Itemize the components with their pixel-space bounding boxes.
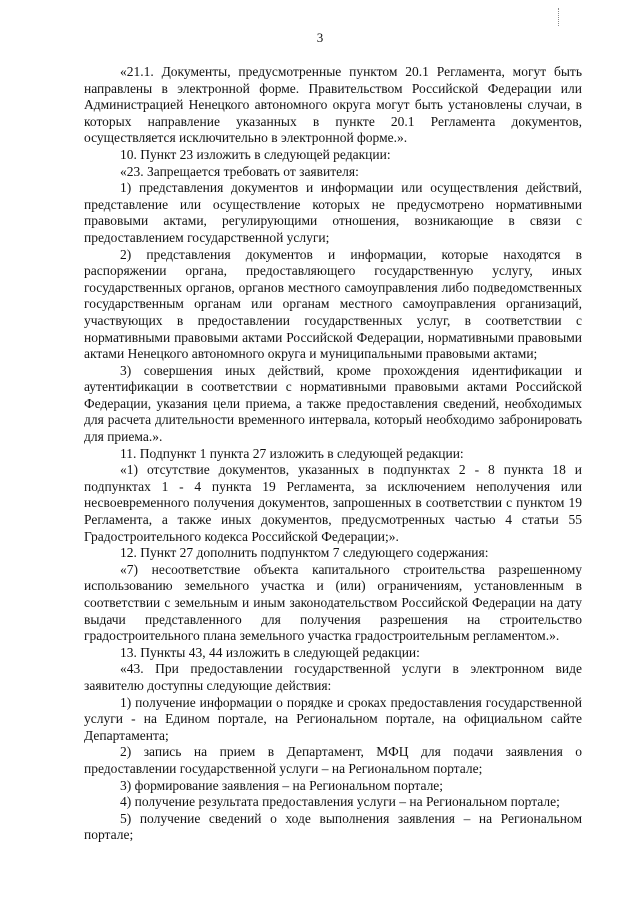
corner-mark bbox=[558, 8, 563, 26]
paragraph-item-13: 13. Пункты 43, 44 изложить в следующей редакции: bbox=[120, 644, 420, 660]
paragraph-21-1: «21.1. Документы, предусмотренные пунктом 20.1 Регламента, могут быть направлены в электронной форме. Правительством Российской Федерации или Администрацией Ненецкого автономного округа могут быть установлены случаи, в которых направление указанных в пункте 20.1 Регламента документов, осуществляется исключительно в электронной форме.». bbox=[84, 64, 582, 146]
paragraph-43: «43. При предоставлении государственной услуги в электронном виде заявителю доступны следующие действия: bbox=[84, 661, 582, 693]
paragraph-43-3: 3) формирование заявления – на Региональном портале; bbox=[120, 777, 444, 793]
paragraph-item-10: 10. Пункт 23 изложить в следующей редакции: bbox=[120, 146, 391, 162]
paragraph-23: «23. Запрещается требовать от заявителя: bbox=[120, 163, 359, 179]
paragraph-43-5: 5) получение сведений о ходе выполнения заявления – на Региональном портале; bbox=[84, 810, 582, 843]
paragraph-43-2: 2) запись на прием в Департамент, МФЦ для подачи заявления о предоставлении государственной услуги – на Региональном портале; bbox=[84, 744, 582, 776]
paragraph-27-1: «1) отсутствие документов, указанных в подпунктах 2 - 8 пункта 18 и подпунктах 1 - 4 пункта 19 Регламента, за исключением неполучения или несвоевременного получения документов, запрошенных в соответствии с пунктом 19 Регламента, а также иных документов, предусмотренных частью 4 статьи 55 Градостроительного кодекса Российской Федерации;». bbox=[84, 462, 582, 544]
paragraph-item-11: 11. Подпункт 1 пункта 27 изложить в следующей редакции: bbox=[120, 445, 464, 461]
paragraph-23-3: 3) совершения иных действий, кроме прохождения идентификации и аутентификации в соответствии с нормативными правовыми актами Российской Федерации, указания цели приема, а также предоставления сведений, необходимых для расчета длительности временного интервала, который необходимо забронировать для приема.». bbox=[84, 362, 582, 445]
document-body bbox=[84, 64, 582, 844]
paragraph-43-1: 1) получение информации о порядке и сроках предоставления государственной услуги - на Едином портале, на Региональном портале, на официальном сайте Департамента; bbox=[84, 694, 582, 743]
paragraph-23-2: 2) представления документов и информации, которые находятся в распоряжении органа, предоставляющего государственную услугу, иных государственных органов, органов местного самоуправления либо подведомственных государственным органам или органам местного самоуправления организаций, участвующих в предоставлении государственных услуг, в соответствии с нормативными правовыми актами Российской Федерации, нормативными правовыми актами Ненецкого автономного округа и муниципальными правовыми актами; bbox=[84, 246, 582, 362]
paragraph-27-7: «7) несоответствие объекта капитального строительства разрешенному использованию земельного участка и (или) ограничениям, установленным в соответствии с земельным и иным законодательством Российской Федерации на дату выдачи представленного для получения разрешения на строительство градостроительного плана земельного участка градостроительным регламентом.». bbox=[84, 561, 582, 644]
paragraph-43-4: 4) получение результата предоставления услуги – на Региональном портале; bbox=[120, 794, 560, 810]
paragraph-23-1: 1) представления документов и информации или осуществления действий, представление или осуществление которых не предусмотрено нормативными правовыми актами, регулирующими отношения, возникающие в связи с предоставлением государственной услуги; bbox=[84, 180, 582, 245]
paragraph-item-12: 12. Пункт 27 дополнить подпунктом 7 следующего содержания: bbox=[120, 545, 489, 561]
page-number: 3 bbox=[316, 30, 324, 45]
